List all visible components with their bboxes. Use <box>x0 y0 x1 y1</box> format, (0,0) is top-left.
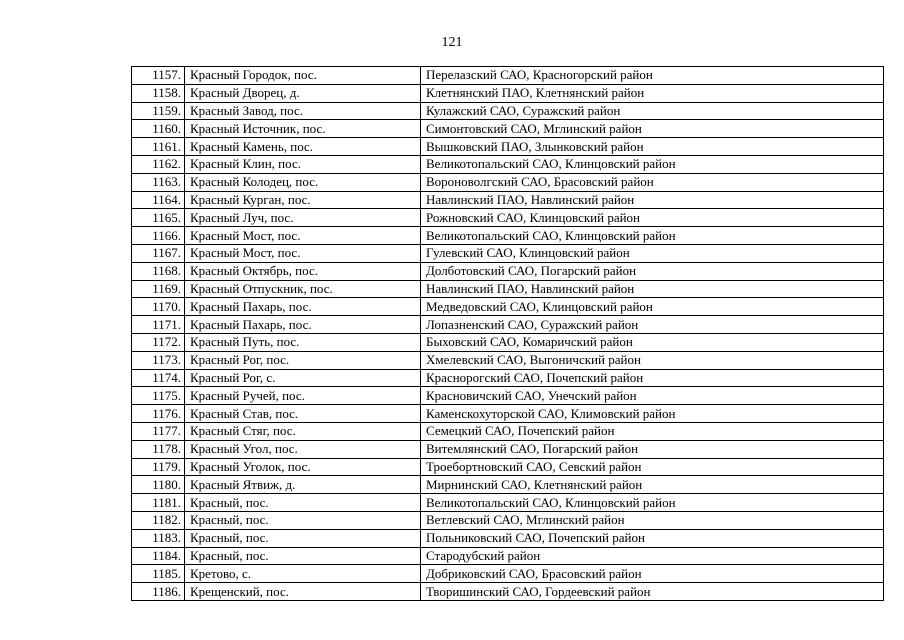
administrative-district-cell: Навлинский ПАО, Навлинский район <box>421 280 884 298</box>
row-number-cell: 1160. <box>132 120 185 138</box>
settlement-name-cell: Красный Пахарь, пос. <box>185 316 421 334</box>
settlement-name-cell: Красный, пос. <box>185 529 421 547</box>
table-row <box>132 280 884 298</box>
settlement-name-cell: Красный Ручей, пос. <box>185 387 421 405</box>
table-row <box>132 565 884 583</box>
table-row <box>132 155 884 173</box>
administrative-district-cell: Вышковский ПАО, Злынковский район <box>421 138 884 156</box>
row-number-cell: 1177. <box>132 422 185 440</box>
administrative-district-cell: Рожновский САО, Клинцовский район <box>421 209 884 227</box>
table-row <box>132 529 884 547</box>
table-row <box>132 227 884 245</box>
administrative-district-cell: Творишинский САО, Гордеевский район <box>421 583 884 601</box>
administrative-district-cell: Навлинский ПАО, Навлинский район <box>421 191 884 209</box>
settlement-name-cell: Красный Источник, пос. <box>185 120 421 138</box>
row-number-cell: 1170. <box>132 298 185 316</box>
row-number-cell: 1168. <box>132 262 185 280</box>
table-row <box>132 511 884 529</box>
settlement-name-cell: Красный Клин, пос. <box>185 155 421 173</box>
administrative-district-cell: Лопазненский САО, Суражский район <box>421 316 884 334</box>
row-number-cell: 1186. <box>132 583 185 601</box>
administrative-district-cell: Красновичский САО, Унечский район <box>421 387 884 405</box>
administrative-district-cell: Мирнинский САО, Клетнянский район <box>421 476 884 494</box>
table-row <box>132 209 884 227</box>
settlement-name-cell: Красный Курган, пос. <box>185 191 421 209</box>
administrative-district-cell: Добриковский САО, Брасовский район <box>421 565 884 583</box>
row-number-cell: 1161. <box>132 138 185 156</box>
table-row <box>132 369 884 387</box>
administrative-district-cell: Гулевский САО, Клинцовский район <box>421 244 884 262</box>
row-number-cell: 1183. <box>132 529 185 547</box>
table-row <box>132 458 884 476</box>
administrative-district-cell: Долботовский САО, Погарский район <box>421 262 884 280</box>
settlement-name-cell: Красный Октябрь, пос. <box>185 262 421 280</box>
settlement-name-cell: Красный Камень, пос. <box>185 138 421 156</box>
administrative-district-cell: Кулажский САО, Суражский район <box>421 102 884 120</box>
row-number-cell: 1181. <box>132 494 185 512</box>
table-row <box>132 440 884 458</box>
settlement-name-cell: Красный Угол, пос. <box>185 440 421 458</box>
administrative-district-cell: Великотопальский САО, Клинцовский район <box>421 155 884 173</box>
table-row <box>132 405 884 423</box>
administrative-district-cell: Быховский САО, Комаричский район <box>421 333 884 351</box>
administrative-district-cell: Троебортновский САО, Севский район <box>421 458 884 476</box>
table-row <box>132 316 884 334</box>
settlement-name-cell: Красный Дворец, д. <box>185 84 421 102</box>
settlement-name-cell: Красный, пос. <box>185 511 421 529</box>
row-number-cell: 1166. <box>132 227 185 245</box>
administrative-district-cell: Витемлянский САО, Погарский район <box>421 440 884 458</box>
administrative-district-cell: Польниковский САО, Почепский район <box>421 529 884 547</box>
table-row <box>132 583 884 601</box>
settlement-name-cell: Красный, пос. <box>185 547 421 565</box>
settlement-name-cell: Красный Ятвиж, д. <box>185 476 421 494</box>
table-row <box>132 494 884 512</box>
administrative-district-cell: Симонтовский САО, Мглинский район <box>421 120 884 138</box>
table-row <box>132 138 884 156</box>
row-number-cell: 1169. <box>132 280 185 298</box>
settlement-name-cell: Красный Отпускник, пос. <box>185 280 421 298</box>
row-number-cell: 1175. <box>132 387 185 405</box>
administrative-district-cell: Перелазский САО, Красногорский район <box>421 67 884 85</box>
row-number-cell: 1182. <box>132 511 185 529</box>
settlement-name-cell: Крещенский, пос. <box>185 583 421 601</box>
settlement-name-cell: Красный Уголок, пос. <box>185 458 421 476</box>
row-number-cell: 1179. <box>132 458 185 476</box>
administrative-district-cell: Стародубский район <box>421 547 884 565</box>
table-row <box>132 476 884 494</box>
table-row <box>132 173 884 191</box>
table-row <box>132 422 884 440</box>
table-row <box>132 333 884 351</box>
row-number-cell: 1172. <box>132 333 185 351</box>
row-number-cell: 1173. <box>132 351 185 369</box>
settlement-name-cell: Красный Мост, пос. <box>185 244 421 262</box>
administrative-district-cell: Каменскохуторской САО, Климовский район <box>421 405 884 423</box>
row-number-cell: 1159. <box>132 102 185 120</box>
administrative-district-cell: Медведовский САО, Клинцовский район <box>421 298 884 316</box>
administrative-district-cell: Ветлевский САО, Мглинский район <box>421 511 884 529</box>
page-number: 121 <box>441 35 463 50</box>
row-number-cell: 1163. <box>132 173 185 191</box>
table-row <box>132 351 884 369</box>
settlement-name-cell: Красный Рог, пос. <box>185 351 421 369</box>
settlement-name-cell: Красный Пахарь, пос. <box>185 298 421 316</box>
row-number-cell: 1185. <box>132 565 185 583</box>
row-number-cell: 1158. <box>132 84 185 102</box>
administrative-district-cell: Клетнянский ПАО, Клетнянский район <box>421 84 884 102</box>
settlement-name-cell: Красный, пос. <box>185 494 421 512</box>
administrative-district-cell: Краснорогский САО, Почепский район <box>421 369 884 387</box>
settlement-name-cell: Красный Путь, пос. <box>185 333 421 351</box>
settlements-table <box>131 66 884 601</box>
row-number-cell: 1164. <box>132 191 185 209</box>
row-number-cell: 1162. <box>132 155 185 173</box>
administrative-district-cell: Великотопальский САО, Клинцовский район <box>421 227 884 245</box>
row-number-cell: 1171. <box>132 316 185 334</box>
settlement-name-cell: Кретово, с. <box>185 565 421 583</box>
settlement-name-cell: Красный Став, пос. <box>185 405 421 423</box>
row-number-cell: 1178. <box>132 440 185 458</box>
row-number-cell: 1157. <box>132 67 185 85</box>
table-row <box>132 547 884 565</box>
table-row <box>132 67 884 85</box>
table-row <box>132 244 884 262</box>
administrative-district-cell: Хмелевский САО, Выгоничский район <box>421 351 884 369</box>
administrative-district-cell: Великотопальский САО, Клинцовский район <box>421 494 884 512</box>
table-row <box>132 84 884 102</box>
settlement-name-cell: Красный Стяг, пос. <box>185 422 421 440</box>
row-number-cell: 1174. <box>132 369 185 387</box>
table-row <box>132 102 884 120</box>
settlement-name-cell: Красный Мост, пос. <box>185 227 421 245</box>
row-number-cell: 1167. <box>132 244 185 262</box>
settlement-name-cell: Красный Рог, с. <box>185 369 421 387</box>
table-row <box>132 120 884 138</box>
settlements-table-body <box>132 67 884 601</box>
administrative-district-cell: Семецкий САО, Почепский район <box>421 422 884 440</box>
table-row <box>132 191 884 209</box>
row-number-cell: 1165. <box>132 209 185 227</box>
settlement-name-cell: Красный Луч, пос. <box>185 209 421 227</box>
table-row <box>132 262 884 280</box>
row-number-cell: 1176. <box>132 405 185 423</box>
row-number-cell: 1184. <box>132 547 185 565</box>
settlement-name-cell: Красный Городок, пос. <box>185 67 421 85</box>
settlement-name-cell: Красный Колодец, пос. <box>185 173 421 191</box>
table-row <box>132 298 884 316</box>
settlement-name-cell: Красный Завод, пос. <box>185 102 421 120</box>
administrative-district-cell: Вороноволгский САО, Брасовский район <box>421 173 884 191</box>
table-row <box>132 387 884 405</box>
row-number-cell: 1180. <box>132 476 185 494</box>
